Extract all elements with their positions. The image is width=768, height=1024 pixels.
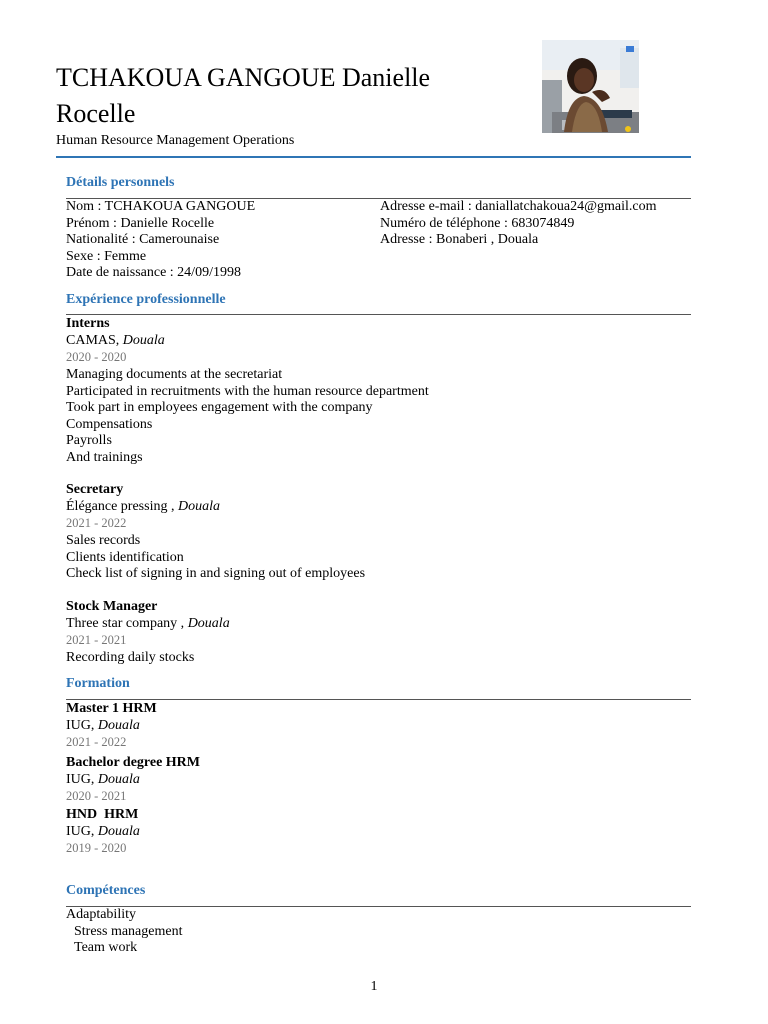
degree-dates: 2020 - 2021 — [66, 789, 127, 803]
job-task: And trainings — [66, 449, 143, 465]
field-nationalite: Nationalité : Camerounaise — [66, 232, 220, 247]
field-telephone: Numéro de téléphone : 683074849 — [380, 215, 575, 231]
job-role: Secretary — [66, 482, 124, 497]
degree-title: Bachelor degree HRM — [66, 755, 201, 770]
section-title-skills: Compétences — [66, 883, 146, 898]
job-company: Three star company , Douala — [66, 615, 230, 631]
field-sexe: Sexe : Femme — [66, 248, 147, 264]
job-task: Took part in employees engagement with the company — [66, 400, 373, 415]
name-line-1: TCHAKOUA GANGOUE Danielle — [56, 63, 431, 92]
section-divider — [66, 699, 691, 700]
candidate-name — [56, 60, 496, 132]
job-role: Interns — [66, 316, 110, 331]
job-tasks — [66, 367, 429, 466]
skill-item: Stress management — [74, 923, 183, 939]
name-line-2: Rocelle — [56, 99, 136, 128]
job-task: Sales records — [66, 533, 141, 548]
degree-city: Douala — [97, 717, 140, 733]
skill-item: Adaptability — [66, 907, 136, 922]
job-entry — [66, 482, 220, 532]
section-title-experience: Expérience professionnelle — [66, 292, 226, 307]
degree-school: IUG, Douala — [66, 823, 140, 839]
job-dates: 2020 - 2020 — [66, 350, 127, 364]
degree-dates: 2019 - 2020 — [66, 841, 127, 855]
job-task: Payrolls — [66, 433, 112, 448]
degree-title: Master 1 HRM — [66, 701, 157, 716]
page-number: 1 — [370, 979, 378, 994]
field-nom: Nom : TCHAKOUA GANGOUE — [66, 199, 256, 214]
job-task: Compensations — [66, 416, 153, 432]
job-entry — [66, 316, 165, 366]
job-entry — [66, 599, 230, 649]
job-dates: 2021 - 2021 — [66, 633, 127, 647]
job-city: Douala — [122, 332, 165, 348]
job-task: Participated in recruitments with the human resource department — [66, 383, 429, 399]
profile-photo — [542, 40, 639, 133]
formation-entry — [66, 807, 140, 857]
skills-list — [66, 907, 182, 957]
personal-left-column — [66, 199, 255, 282]
degree-school: IUG, Douala — [66, 717, 140, 733]
degree-school: IUG, Douala — [66, 771, 140, 787]
degree-dates: 2021 - 2022 — [66, 735, 127, 749]
section-title-personal: Détails personnels — [66, 175, 175, 190]
field-date-naissance: Date de naissance : 24/09/1998 — [66, 265, 241, 280]
formation-entry — [66, 701, 157, 751]
header-divider — [56, 156, 691, 158]
job-task: Managing documents at the secretariat — [66, 367, 283, 382]
section-title-formation: Formation — [66, 676, 130, 691]
degree-title: HND HRM — [66, 807, 139, 822]
job-company: Élégance pressing , Douala — [66, 498, 220, 514]
job-tasks — [66, 650, 194, 667]
job-subtitle: Human Resource Management Operations — [56, 133, 295, 148]
job-task: Clients identification — [66, 549, 184, 565]
job-city: Douala — [177, 498, 220, 514]
job-task: Check list of signing in and signing out of employees — [66, 566, 366, 581]
job-task: Recording daily stocks — [66, 650, 195, 665]
formation-entry — [66, 755, 200, 805]
job-role: Stock Manager — [66, 599, 158, 614]
degree-city: Douala — [97, 823, 140, 839]
degree-city: Douala — [97, 771, 140, 787]
field-email: Adresse e-mail : daniallatchakoua24@gmail.com — [380, 199, 657, 214]
job-company: CAMAS, Douala — [66, 332, 165, 348]
personal-right-column — [380, 199, 656, 249]
job-tasks — [66, 533, 365, 583]
skill-item: Team work — [74, 940, 138, 955]
section-divider — [66, 314, 691, 315]
field-prenom: Prénom : Danielle Rocelle — [66, 215, 215, 231]
job-city: Douala — [187, 615, 230, 631]
field-adresse: Adresse : Bonaberi , Douala — [380, 232, 539, 247]
job-dates: 2021 - 2022 — [66, 516, 127, 530]
